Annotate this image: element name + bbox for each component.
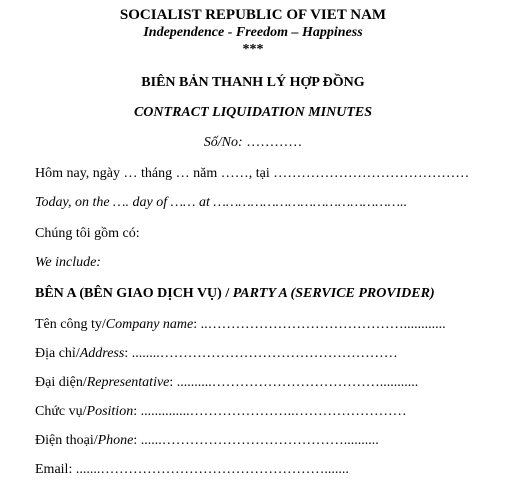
national-motto: Independence - Freedom – Happiness [143,25,363,40]
field-label-vi: Email [35,462,69,477]
date-line-english: Today, on the …. day of …… at ……………………………………….. [35,195,408,210]
field-label-en: Address [79,346,125,361]
date-line-vietnamese: Hôm nay, ngày … tháng … năm ……, tại …………………………………… [35,166,470,181]
field-position [35,405,407,419]
field-phone [35,434,379,448]
party-a-heading-vi: BÊN A (BÊN GIAO DỊCH VỤ) / [35,286,233,301]
field-label-vi: Điện thoại/ [35,433,98,448]
field-label-en: Phone [97,433,134,448]
field-dots: : ..……………………………………............ [193,317,446,332]
header-stars: *** [242,42,264,57]
field-representative [35,376,418,390]
field-dots: : .......…………………………………………....... [68,462,349,477]
include-vietnamese: Chúng tôi gồm có: [35,226,140,241]
field-address [35,347,398,361]
country-name: SOCIALIST REPUBLIC OF VIET NAM [119,7,387,23]
field-email [35,463,349,477]
document-number-label: Số/No: [203,135,243,150]
title-vietnamese: BIÊN BẢN THANH LÝ HỢP ĐỒNG [141,75,365,90]
field-dots: : ..............…………………..…………………… [133,404,407,419]
party-a-heading [35,287,435,301]
party-a-heading-en: PARTY A (SERVICE PROVIDER) [232,286,435,301]
field-label-en: Position [86,404,134,419]
field-label-vi: Địa chỉ/ [35,346,80,361]
field-label-vi: Chức vụ/ [35,404,87,419]
document-number-dots: ………… [242,135,303,150]
field-company-name [35,318,446,332]
field-label-vi: Đại diện/ [35,375,87,390]
field-dots: : ........…………………………………………… [124,346,398,361]
field-dots: : ......………………………………….......... [133,433,379,448]
field-label-vi: Tên công ty/ [35,317,106,332]
title-english: CONTRACT LIQUIDATION MINUTES [133,105,373,120]
field-label-en: Representative [86,375,170,390]
include-english: We include: [35,255,101,270]
field-label-en: Company name [105,317,194,332]
document-number [0,136,506,150]
field-dots: : ..........………………………………........... [169,375,419,390]
